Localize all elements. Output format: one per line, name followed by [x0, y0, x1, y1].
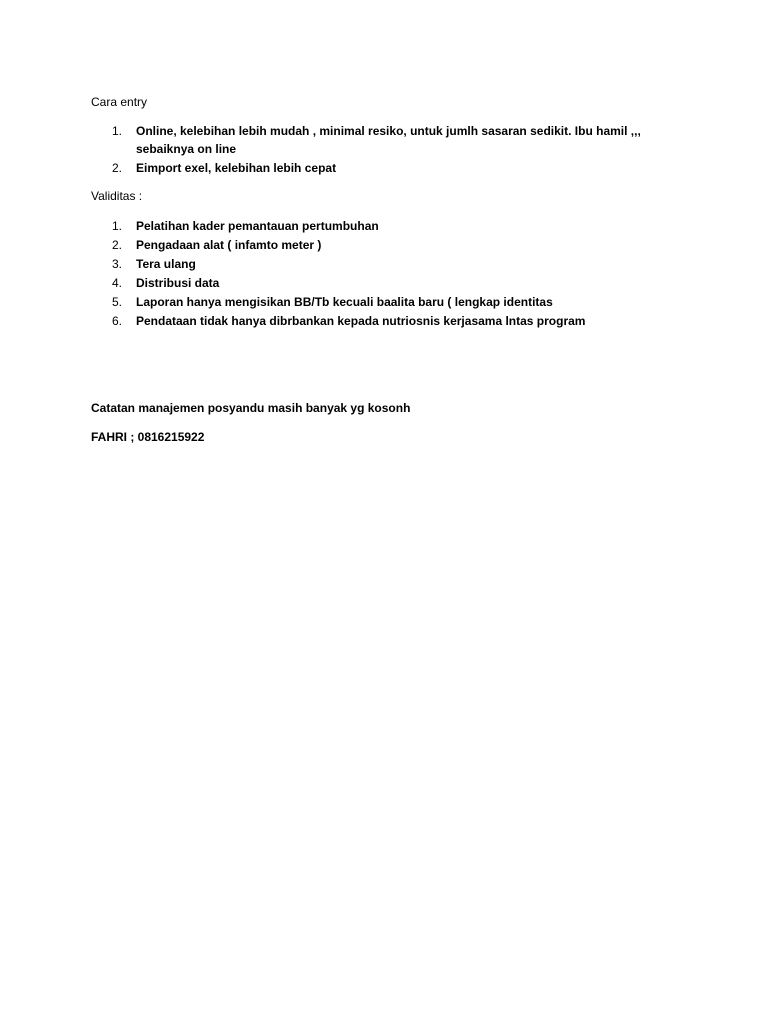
list-item-number: 2.	[112, 238, 123, 252]
list-item	[0, 255, 656, 273]
list-item-number: 4.	[112, 276, 123, 290]
validitas-list	[0, 217, 656, 331]
cara-entry-heading: Cara entry	[91, 95, 148, 109]
list-item	[0, 159, 656, 177]
list-item-text: Pelatihan kader pemantauan pertumbuhan	[136, 219, 379, 233]
list-item-text: Laporan hanya mengisikan BB/Tb kecuali baalita baru ( lengkap identitas	[136, 295, 553, 309]
cara-entry-list	[0, 122, 656, 178]
list-item-text: Distribusi data	[136, 276, 220, 290]
list-item-text: Eimport exel, kelebihan lebih cepat	[136, 161, 337, 175]
list-item-text: Online, kelebihan lebih mudah , minimal resiko, untuk jumlh sasaran sedikit. Ibu hamil ,,, sebaiknya on line	[136, 124, 641, 156]
validitas-heading: Validitas :	[91, 189, 143, 203]
list-item	[0, 122, 656, 158]
contact-line: FAHRI ; 0816215922	[91, 430, 205, 444]
list-item	[0, 293, 656, 311]
list-item-number: 1.	[112, 124, 123, 138]
list-item	[0, 217, 656, 235]
list-item	[0, 236, 656, 254]
list-item-number: 5.	[112, 295, 123, 309]
list-item-text: Pendataan tidak hanya dibrbankan kepada nutriosnis kerjasama lntas program	[136, 314, 586, 328]
list-item-number: 1.	[112, 219, 123, 233]
list-item	[0, 312, 656, 330]
list-item-number: 2.	[112, 161, 123, 175]
catatan-note: Catatan manajemen posyandu masih banyak yg kosonh	[91, 401, 411, 415]
list-item	[0, 274, 656, 292]
list-item-number: 6.	[112, 314, 123, 328]
list-item-text: Tera ulang	[136, 257, 196, 271]
list-item-number: 3.	[112, 257, 123, 271]
list-item-text: Pengadaan alat ( infamto meter )	[136, 238, 322, 252]
